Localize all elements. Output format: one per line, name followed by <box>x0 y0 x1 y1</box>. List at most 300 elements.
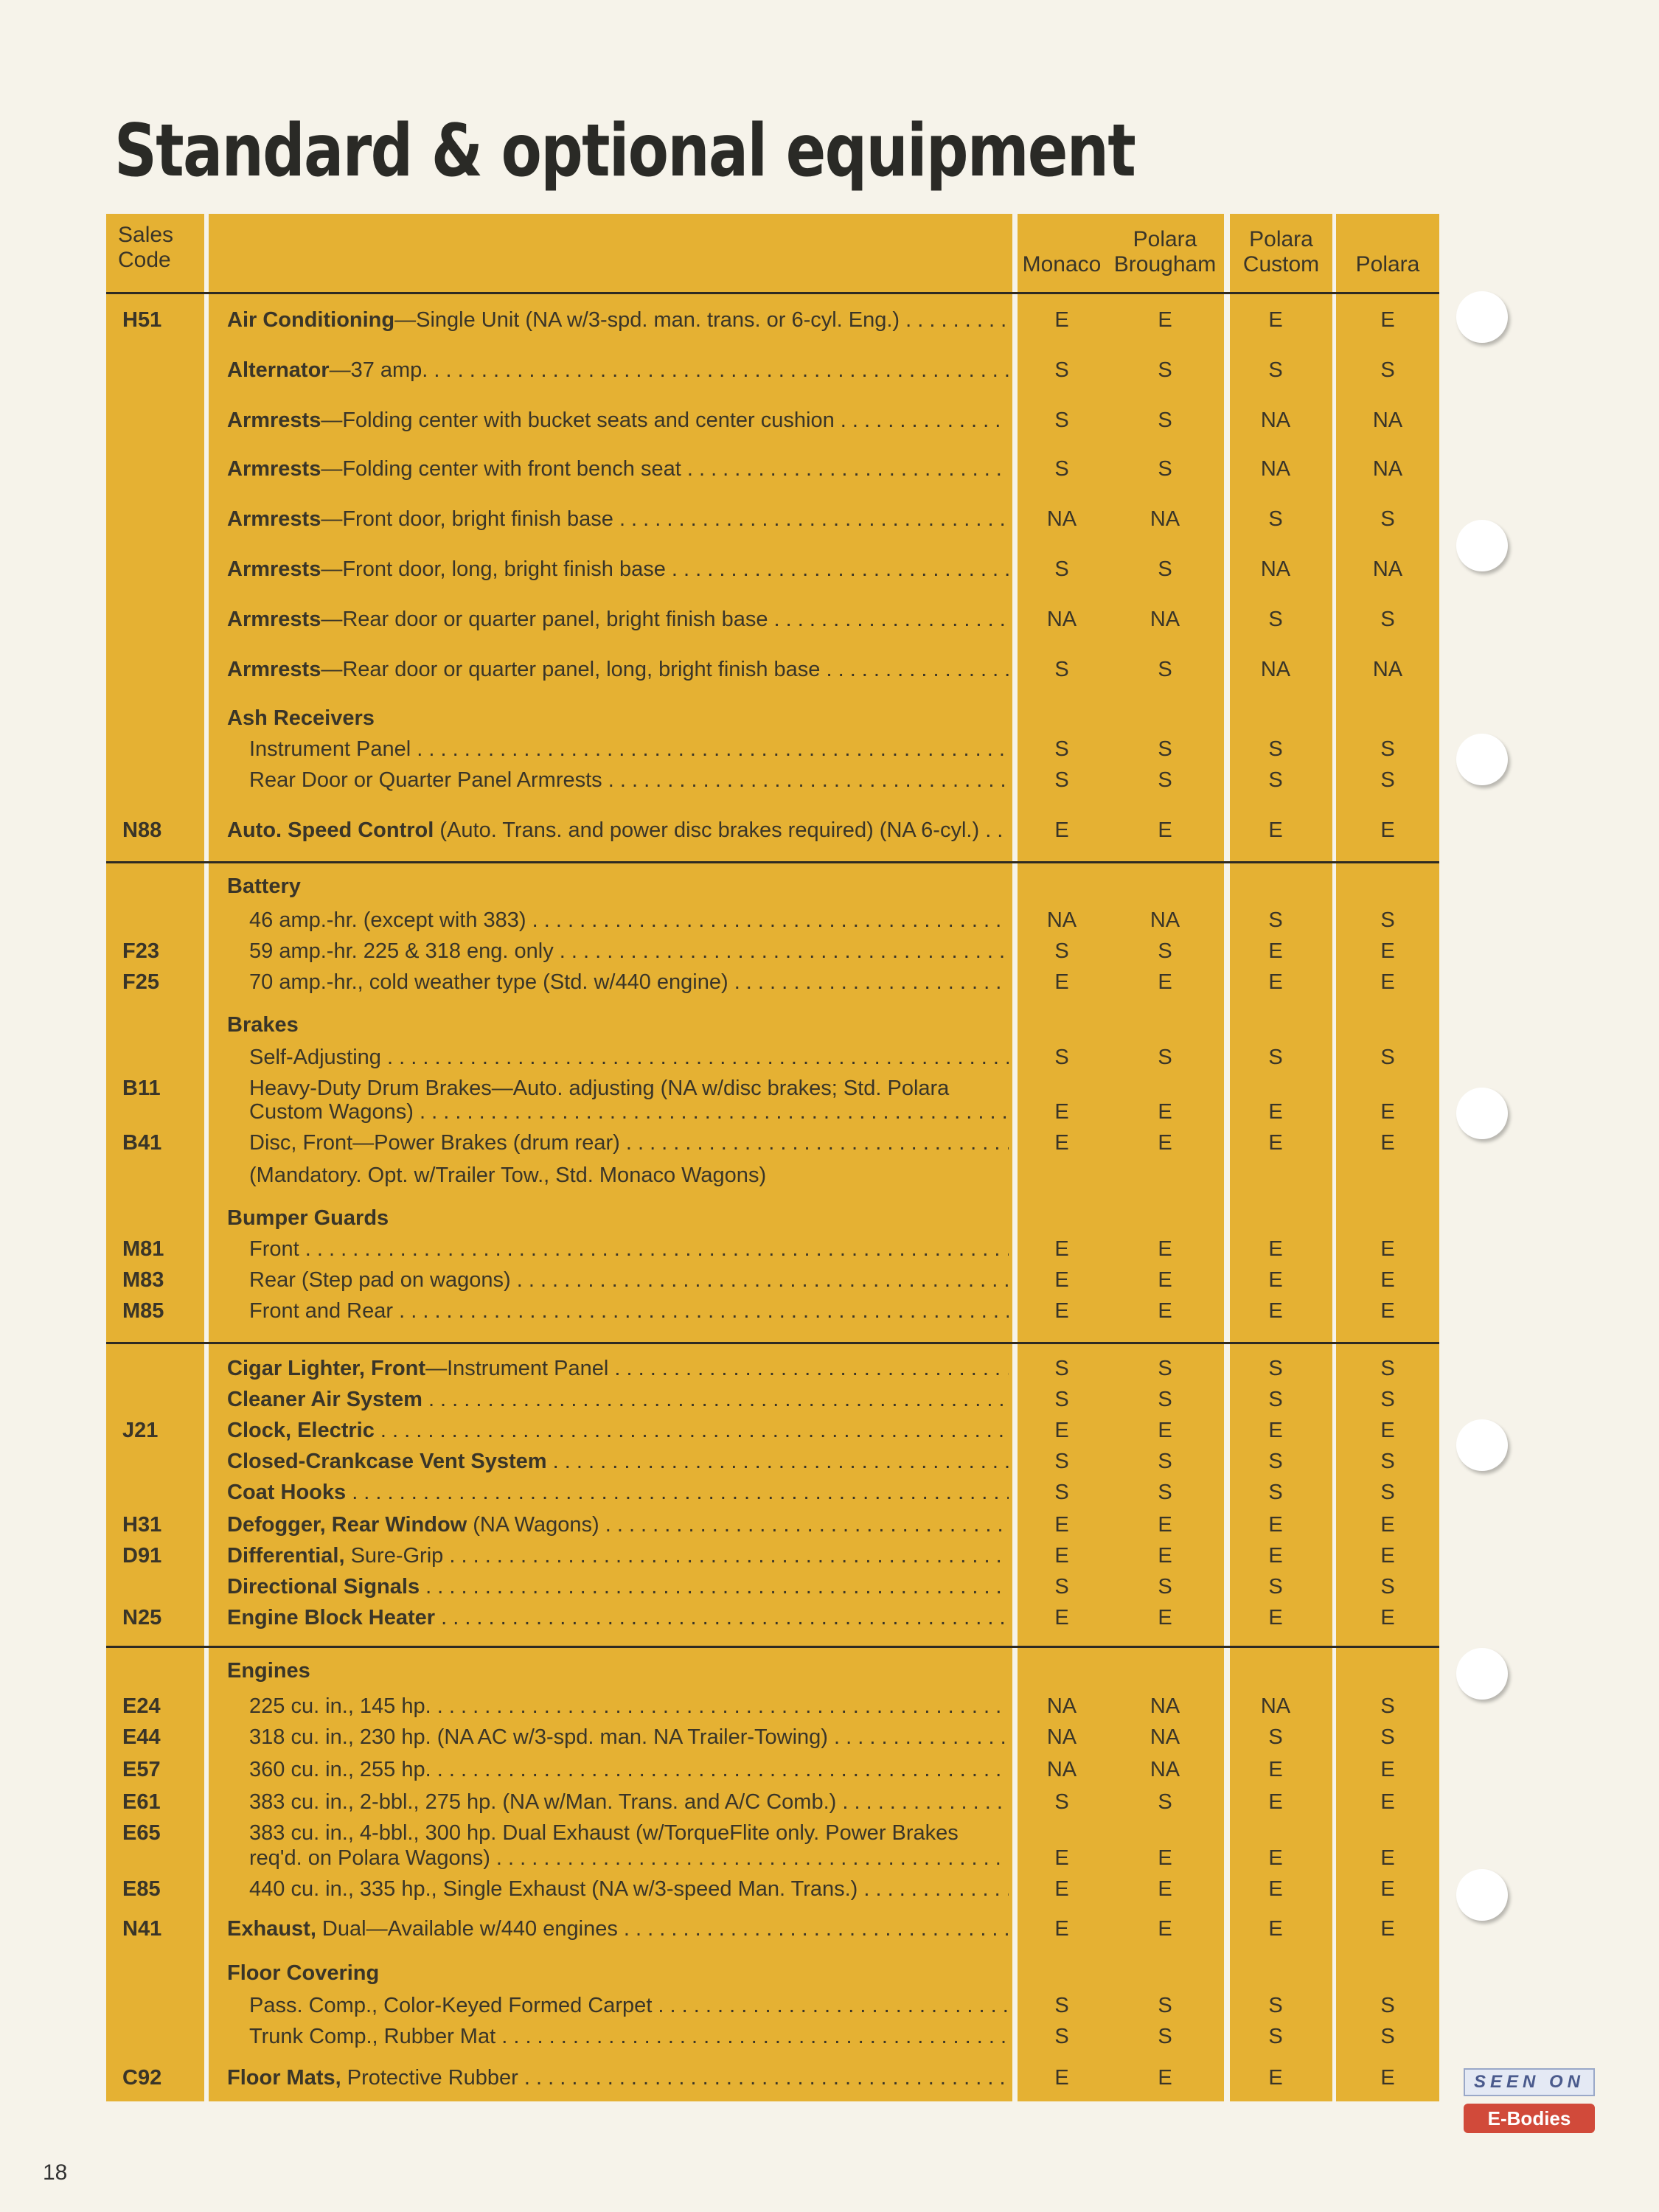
leader-dots <box>979 818 1009 842</box>
availability-value: NA <box>1046 1758 1077 1781</box>
availability-value: E <box>1054 970 1069 994</box>
item-description: —Folding center with bucket seats and center cushion <box>321 408 835 432</box>
availability-value: S <box>1054 1481 1069 1504</box>
item-description: Sure-Grip <box>344 1544 444 1568</box>
equipment-item <box>227 1013 1009 1037</box>
item-description: Dual—Available w/440 engines <box>316 1917 618 1941</box>
leader-dots <box>728 970 1009 994</box>
item-name: Directional Signals <box>227 1575 420 1599</box>
item-description: Front and Rear <box>249 1299 394 1323</box>
equipment-item <box>227 818 1009 842</box>
availability-value: S <box>1268 908 1283 932</box>
availability-value: NA <box>1150 908 1180 932</box>
availability-value: E <box>1268 1513 1283 1537</box>
leader-dots <box>900 308 1009 332</box>
equipment-item <box>227 1357 1009 1380</box>
availability-value: S <box>1380 1046 1395 1069</box>
equipment-item <box>249 970 1009 994</box>
leader-dots <box>820 658 1009 681</box>
sales-code: C92 <box>122 2066 162 2090</box>
availability-value: NA <box>1260 408 1291 432</box>
availability-value: E <box>1158 308 1172 332</box>
sales-code: M83 <box>122 1268 164 1292</box>
equipment-item <box>227 1544 1009 1568</box>
availability-value: E <box>1158 1100 1172 1124</box>
availability-value: E <box>1268 1606 1283 1630</box>
availability-value: S <box>1158 1481 1172 1504</box>
availability-value: S <box>1380 737 1395 761</box>
sales-code: D91 <box>122 1544 162 1568</box>
equipment-item <box>249 939 1009 963</box>
availability-value: S <box>1268 1481 1283 1504</box>
page-number: 18 <box>43 2160 68 2185</box>
item-name: Engines <box>227 1659 310 1683</box>
item-description: —Front door, long, bright finish base <box>321 557 666 581</box>
item-description: Self-Adjusting <box>249 1046 381 1069</box>
availability-value: S <box>1268 1046 1283 1069</box>
availability-value: S <box>1054 1994 1069 2017</box>
availability-value: S <box>1158 658 1172 681</box>
leader-dots <box>431 1694 1009 1718</box>
sales-code: F25 <box>122 970 159 994</box>
item-name: Cigar Lighter, Front <box>227 1357 426 1380</box>
equipment-item <box>227 1206 1009 1230</box>
item-description: Rear (Step pad on wagons) <box>249 1268 511 1292</box>
item-name: Cleaner Air System <box>227 1388 422 1411</box>
availability-value: E <box>1158 1606 1172 1630</box>
availability-value: E <box>1158 1268 1172 1292</box>
equipment-item <box>227 706 1009 730</box>
equipment-item <box>249 737 1009 761</box>
polara-brougham-column <box>1106 214 1224 2101</box>
equipment-item <box>227 457 1009 481</box>
leader-dots <box>443 1544 1009 1568</box>
availability-value: S <box>1268 1994 1283 2017</box>
availability-value: S <box>1158 557 1172 581</box>
availability-value: E <box>1054 1846 1069 1870</box>
availability-value: E <box>1380 1131 1395 1155</box>
item-name: Armrests <box>227 457 321 481</box>
item-description: —37 amp. <box>329 358 428 382</box>
availability-value: NA <box>1150 1758 1180 1781</box>
section-rule <box>106 1646 1439 1648</box>
section-rule <box>106 861 1439 863</box>
equipment-item <box>249 1758 1009 1781</box>
leader-dots <box>599 1513 1009 1537</box>
availability-value: S <box>1268 1357 1283 1380</box>
availability-value: E <box>1158 970 1172 994</box>
equipment-item <box>249 1164 1009 1187</box>
leader-dots <box>608 1357 1009 1380</box>
availability-value: E <box>1268 1131 1283 1155</box>
availability-value: E <box>1380 1237 1395 1261</box>
leader-dots <box>299 1237 1009 1261</box>
item-name: Coat Hooks <box>227 1481 347 1504</box>
availability-value: NA <box>1046 908 1077 932</box>
watermark-bottom: E-Bodies <box>1464 2104 1595 2133</box>
item-description: —Rear door or quarter panel, long, bright finish base <box>321 658 821 681</box>
equipment-item <box>249 908 1009 932</box>
equipment-item <box>227 874 1009 898</box>
monaco-column <box>1018 214 1106 2101</box>
sales-code: N25 <box>122 1606 162 1630</box>
availability-value: E <box>1158 1544 1172 1568</box>
leader-dots <box>518 2066 1009 2090</box>
leader-dots <box>490 1846 1009 1870</box>
availability-value: S <box>1158 1575 1172 1599</box>
availability-value: S <box>1158 939 1172 963</box>
availability-value: S <box>1268 608 1283 631</box>
availability-value: S <box>1158 1450 1172 1473</box>
item-description: Rear Door or Quarter Panel Armrests <box>249 768 602 792</box>
leader-dots <box>495 2025 1009 2048</box>
availability-value: E <box>1158 818 1172 842</box>
availability-value: E <box>1054 818 1069 842</box>
item-description: Protective Rubber <box>341 2066 518 2090</box>
equipment-item <box>227 658 1009 681</box>
equipment-item <box>249 1821 1009 1845</box>
item-name: Floor Mats, <box>227 2066 341 2090</box>
availability-value: NA <box>1372 658 1403 681</box>
availability-value: E <box>1380 818 1395 842</box>
leader-dots <box>411 737 1009 761</box>
availability-value: E <box>1380 1758 1395 1781</box>
item-name: Armrests <box>227 507 321 531</box>
availability-value: E <box>1380 308 1395 332</box>
leader-dots <box>835 408 1009 432</box>
availability-value: S <box>1380 507 1395 531</box>
binder-hole <box>1456 1869 1508 1921</box>
item-description: 383 cu. in., 4-bbl., 300 hp. Dual Exhaust (w/TorqueFlite only. Power Brakes <box>249 1821 959 1845</box>
availability-value: S <box>1268 768 1283 792</box>
equipment-item <box>227 308 1009 332</box>
sales-code: E57 <box>122 1758 161 1781</box>
availability-value: E <box>1054 308 1069 332</box>
item-description: Front <box>249 1237 299 1261</box>
item-description: —Single Unit (NA w/3-spd. man. trans. or 6-cyl. Eng.) <box>394 308 900 332</box>
equipment-item <box>227 408 1009 432</box>
leader-dots <box>420 1575 1009 1599</box>
equipment-item <box>227 1481 1009 1504</box>
item-name: Defogger, Rear Window <box>227 1513 467 1537</box>
equipment-item <box>249 1237 1009 1261</box>
sales-code: M81 <box>122 1237 164 1261</box>
equipment-item <box>249 1268 1009 1292</box>
equipment-item <box>249 1131 1009 1155</box>
item-name: Battery <box>227 874 301 898</box>
leader-dots <box>618 1917 1009 1941</box>
availability-value: S <box>1158 1388 1172 1411</box>
availability-value: E <box>1380 2066 1395 2090</box>
equipment-item <box>227 507 1009 531</box>
availability-value: E <box>1054 1268 1069 1292</box>
availability-value: NA <box>1150 608 1180 631</box>
availability-value: S <box>1380 908 1395 932</box>
sales-code: B11 <box>122 1077 161 1100</box>
availability-value: S <box>1054 358 1069 382</box>
availability-value: E <box>1054 1917 1069 1941</box>
sales-code: M85 <box>122 1299 164 1323</box>
availability-value: E <box>1268 939 1283 963</box>
availability-value: S <box>1268 2025 1283 2048</box>
availability-value: E <box>1268 1877 1283 1901</box>
equipment-item <box>249 1994 1009 2017</box>
availability-value: E <box>1158 1917 1172 1941</box>
availability-value: E <box>1380 1790 1395 1814</box>
availability-value: S <box>1054 1790 1069 1814</box>
equipment-item <box>227 1388 1009 1411</box>
availability-value: E <box>1268 1237 1283 1261</box>
section-rule <box>106 1342 1439 1344</box>
equipment-item <box>227 1917 1009 1941</box>
availability-value: S <box>1158 1994 1172 2017</box>
item-description: Disc, Front—Power Brakes (drum rear) <box>249 1131 620 1155</box>
availability-value: E <box>1054 2066 1069 2090</box>
availability-value: NA <box>1260 457 1291 481</box>
binder-hole <box>1456 1088 1508 1139</box>
availability-value: E <box>1054 1131 1069 1155</box>
item-description: Pass. Comp., Color-Keyed Formed Carpet <box>249 1994 653 2017</box>
leader-dots <box>554 939 1009 963</box>
availability-value: S <box>1054 939 1069 963</box>
availability-value: E <box>1380 1419 1395 1442</box>
sales-code: J21 <box>122 1419 159 1442</box>
availability-value: NA <box>1260 658 1291 681</box>
item-name: Exhaust, <box>227 1917 316 1941</box>
availability-value: S <box>1158 1357 1172 1380</box>
availability-value: S <box>1054 1388 1069 1411</box>
availability-value: E <box>1380 939 1395 963</box>
header-polara: Polara <box>1355 252 1420 276</box>
availability-value: S <box>1268 1725 1283 1749</box>
item-description: 440 cu. in., 335 hp., Single Exhaust (NA w/3-speed Man. Trans.) <box>249 1877 858 1901</box>
availability-value: E <box>1380 1513 1395 1537</box>
availability-value: E <box>1268 970 1283 994</box>
availability-value: S <box>1158 2025 1172 2048</box>
availability-value: S <box>1380 1694 1395 1718</box>
availability-value: S <box>1054 1046 1069 1069</box>
sales-code: F23 <box>122 939 159 963</box>
availability-value: S <box>1054 1575 1069 1599</box>
availability-value: S <box>1054 1357 1069 1380</box>
availability-value: S <box>1158 768 1172 792</box>
availability-value: E <box>1054 1544 1069 1568</box>
item-name: Differential, <box>227 1544 345 1568</box>
availability-value: NA <box>1372 457 1403 481</box>
availability-value: E <box>1268 818 1283 842</box>
availability-value: S <box>1380 1481 1395 1504</box>
availability-value: NA <box>1046 507 1077 531</box>
binder-hole <box>1456 734 1508 785</box>
header-polara-custom: Polara Custom <box>1242 227 1320 276</box>
availability-value: E <box>1380 1917 1395 1941</box>
header-rule <box>106 292 1439 294</box>
availability-value: E <box>1380 1299 1395 1323</box>
availability-value: S <box>1158 737 1172 761</box>
leader-dots <box>547 1450 1009 1473</box>
leader-dots <box>375 1419 1009 1442</box>
item-description: (Mandatory. Opt. w/Trailer Tow., Std. Monaco Wagons) <box>249 1164 767 1187</box>
availability-value: E <box>1268 2066 1283 2090</box>
page-title: Standard & optional equipment <box>114 109 1135 193</box>
availability-value: S <box>1268 737 1283 761</box>
availability-value: E <box>1054 1299 1069 1323</box>
availability-value: S <box>1054 557 1069 581</box>
availability-value: E <box>1268 1846 1283 1870</box>
leader-dots <box>652 1994 1009 2017</box>
availability-value: S <box>1054 408 1069 432</box>
availability-value: S <box>1380 1994 1395 2017</box>
item-name: Armrests <box>227 608 321 631</box>
equipment-item <box>249 1100 1009 1124</box>
item-description: 70 amp.-hr., cold weather type (Std. w/440 engine) <box>249 970 728 994</box>
availability-value: S <box>1380 1357 1395 1380</box>
availability-value: S <box>1054 658 1069 681</box>
leader-dots <box>666 557 1009 581</box>
sales-code: E24 <box>122 1694 161 1718</box>
availability-value: E <box>1268 1299 1283 1323</box>
item-description: 383 cu. in., 2-bbl., 275 hp. (NA w/Man. Trans. and A/C Comb.) <box>249 1790 837 1814</box>
sales-code: N41 <box>122 1917 162 1941</box>
availability-value: S <box>1380 1450 1395 1473</box>
item-name: Air Conditioning <box>227 308 395 332</box>
availability-value: S <box>1380 608 1395 631</box>
leader-dots <box>858 1877 1009 1901</box>
availability-value: S <box>1380 1575 1395 1599</box>
equipment-item <box>249 768 1009 792</box>
availability-value: E <box>1268 1917 1283 1941</box>
item-description: —Front door, bright finish base <box>321 507 613 531</box>
availability-value: E <box>1158 1237 1172 1261</box>
leader-dots <box>768 608 1009 631</box>
equipment-item <box>227 1606 1009 1630</box>
sales-code: E44 <box>122 1725 161 1749</box>
item-description: 318 cu. in., 230 hp. (NA AC w/3-spd. man. NA Trailer-Towing) <box>249 1725 828 1749</box>
leader-dots <box>428 358 1009 382</box>
item-name: Armrests <box>227 658 321 681</box>
item-description: Instrument Panel <box>249 737 411 761</box>
availability-value: E <box>1268 308 1283 332</box>
leader-dots <box>422 1388 1009 1411</box>
equipment-item <box>249 1299 1009 1323</box>
item-description: —Instrument Panel <box>425 1357 609 1380</box>
leader-dots <box>681 457 1009 481</box>
availability-value: S <box>1268 1388 1283 1411</box>
availability-value: NA <box>1046 1694 1077 1718</box>
availability-value: S <box>1054 737 1069 761</box>
equipment-item <box>227 1659 1009 1683</box>
sales-code: N88 <box>122 818 162 842</box>
availability-value: E <box>1054 1877 1069 1901</box>
leader-dots <box>435 1606 1009 1630</box>
equipment-item <box>249 1694 1009 1718</box>
item-description: 360 cu. in., 255 hp. <box>249 1758 431 1781</box>
item-name: Floor Covering <box>227 1961 380 1985</box>
item-description: —Rear door or quarter panel, bright finish base <box>321 608 768 631</box>
availability-value: S <box>1380 768 1395 792</box>
item-description: 225 cu. in., 145 hp. <box>249 1694 431 1718</box>
availability-value: S <box>1054 1450 1069 1473</box>
item-name: Clock, Electric <box>227 1419 375 1442</box>
availability-value: E <box>1158 1299 1172 1323</box>
item-name: Armrests <box>227 557 321 581</box>
item-description: req'd. on Polara Wagons) <box>249 1846 490 1870</box>
leader-dots <box>526 908 1009 932</box>
availability-value: S <box>1268 507 1283 531</box>
availability-value: E <box>1268 1790 1283 1814</box>
availability-value: NA <box>1150 1725 1180 1749</box>
availability-value: S <box>1268 1575 1283 1599</box>
availability-value: S <box>1380 1388 1395 1411</box>
availability-value: NA <box>1046 1725 1077 1749</box>
availability-value: NA <box>1372 557 1403 581</box>
equipment-item <box>227 1961 1009 1985</box>
equipment-item <box>227 608 1009 631</box>
item-name: Engine Block Heater <box>227 1606 436 1630</box>
watermark-top: SEEN ON <box>1464 2068 1595 2096</box>
leader-dots <box>836 1790 1009 1814</box>
leader-dots <box>828 1725 1009 1749</box>
availability-value: E <box>1380 1877 1395 1901</box>
sales-code-column <box>106 214 204 2101</box>
availability-value: E <box>1380 1100 1395 1124</box>
item-description: 46 amp.-hr. (except with 383) <box>249 908 526 932</box>
availability-value: E <box>1268 1758 1283 1781</box>
equipment-item <box>249 1077 1009 1100</box>
binder-hole <box>1456 291 1508 343</box>
item-description: Trunk Comp., Rubber Mat <box>249 2025 496 2048</box>
binder-hole <box>1456 520 1508 571</box>
item-name: Alternator <box>227 358 330 382</box>
availability-value: E <box>1054 1100 1069 1124</box>
availability-value: NA <box>1372 408 1403 432</box>
sales-code: H31 <box>122 1513 162 1537</box>
polara-custom-column <box>1230 214 1332 2101</box>
polara-column <box>1336 214 1439 2101</box>
availability-value: E <box>1380 1268 1395 1292</box>
equipment-item <box>227 2066 1009 2090</box>
item-name: Closed-Crankcase Vent System <box>227 1450 547 1473</box>
equipment-item <box>227 358 1009 382</box>
equipment-item <box>249 1790 1009 1814</box>
availability-value: S <box>1054 2025 1069 2048</box>
item-description: —Folding center with front bench seat <box>321 457 681 481</box>
availability-value: NA <box>1260 1694 1291 1718</box>
header-monaco: Monaco <box>1022 252 1102 276</box>
availability-value: E <box>1158 1877 1172 1901</box>
item-column <box>209 214 1012 2101</box>
item-name: Armrests <box>227 408 321 432</box>
availability-value: E <box>1380 1606 1395 1630</box>
availability-value: E <box>1158 1513 1172 1537</box>
availability-value: E <box>1268 1100 1283 1124</box>
availability-value: E <box>1268 1268 1283 1292</box>
availability-value: E <box>1158 1419 1172 1442</box>
equipment-item <box>249 1877 1009 1901</box>
item-description: Heavy-Duty Drum Brakes—Auto. adjusting (NA w/disc brakes; Std. Polara <box>249 1077 950 1100</box>
sales-code: E65 <box>122 1821 161 1845</box>
availability-value: S <box>1054 457 1069 481</box>
availability-value: E <box>1054 1513 1069 1537</box>
availability-value: E <box>1268 1544 1283 1568</box>
availability-value: S <box>1380 1725 1395 1749</box>
leader-dots <box>381 1046 1009 1069</box>
item-description: 59 amp.-hr. 225 & 318 eng. only <box>249 939 554 963</box>
sales-code: E61 <box>122 1790 161 1814</box>
availability-value: S <box>1268 1450 1283 1473</box>
leader-dots <box>431 1758 1009 1781</box>
item-name: Ash Receivers <box>227 706 375 730</box>
